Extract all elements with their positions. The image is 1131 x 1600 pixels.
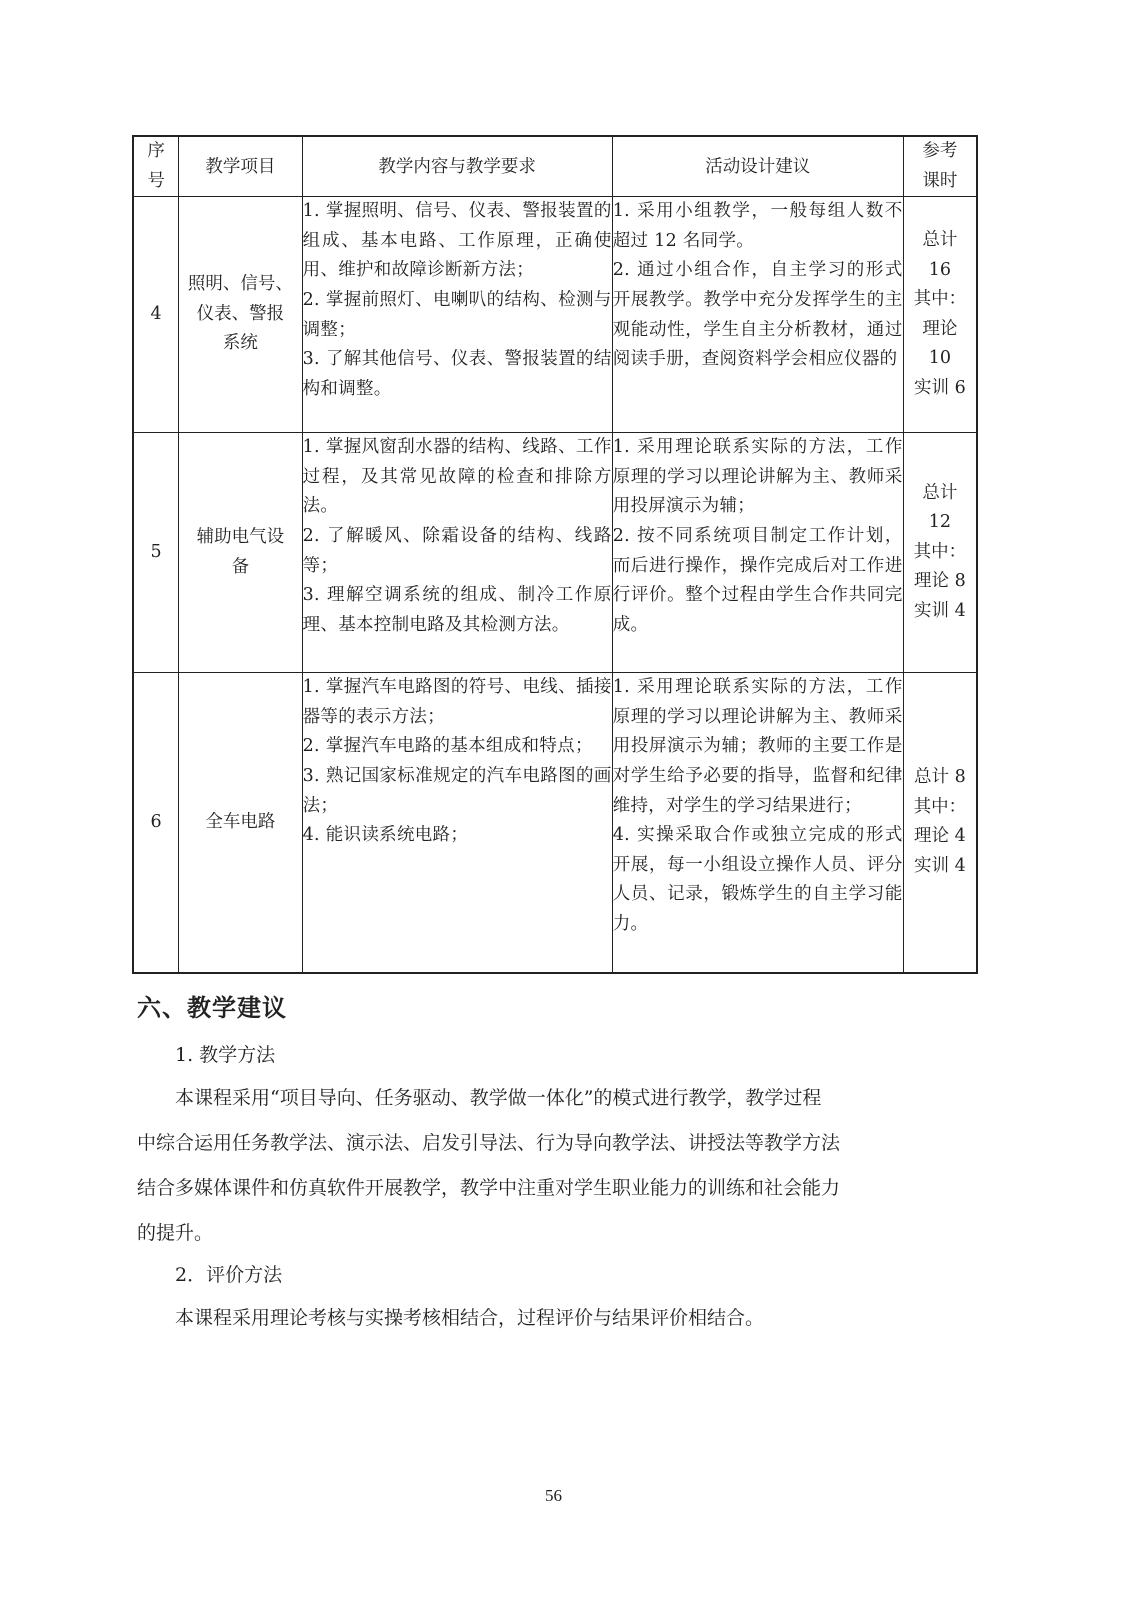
header-activity: 活动设计建议 bbox=[612, 136, 903, 197]
hours-line: 理论 8 bbox=[914, 571, 966, 592]
hours-line: 总计 bbox=[922, 229, 958, 250]
row-content bbox=[302, 673, 612, 973]
content-point: 3. 理解空调系统的组成、制冷工作原理、基本控制电路及其检测方法。 bbox=[302, 585, 612, 635]
item-line: 全车电路 bbox=[205, 811, 276, 832]
row-hours bbox=[903, 197, 977, 433]
paragraph-line: 本课程采用“项目导向、任务驱动、教学做一体化”的模式进行教学，教学过程 bbox=[175, 1087, 822, 1109]
header-hours-line2: 课时 bbox=[922, 170, 958, 191]
activity-point: 1. 采用小组教学，一般每组人数不超过 12 名同学。 bbox=[612, 201, 903, 251]
table-row bbox=[133, 673, 977, 973]
content-point: 3. 了解其他信号、仪表、警报装置的结构和调整。 bbox=[302, 349, 612, 399]
content-point: 2. 掌握前照灯、电喇叭的结构、检测与调整； bbox=[302, 289, 612, 340]
content-point: 1. 掌握汽车电路图的符号、电线、插接器等的表示方法； bbox=[302, 677, 612, 727]
teaching-method-paragraph bbox=[137, 1076, 972, 1256]
hours-line: 10 bbox=[928, 348, 951, 369]
hours-line: 12 bbox=[928, 512, 951, 533]
row-num: 4 bbox=[133, 197, 179, 433]
header-num bbox=[133, 136, 179, 197]
item-line: 仪表、警报 bbox=[196, 303, 285, 324]
paragraph-line: 的提升。 bbox=[137, 1222, 214, 1244]
page-number: 56 bbox=[545, 1486, 562, 1505]
hours-line: 理论 4 bbox=[914, 826, 966, 847]
item-line: 系统 bbox=[222, 333, 258, 354]
row-hours bbox=[903, 673, 977, 973]
hours-line: 其中： bbox=[913, 289, 967, 310]
paragraph-line: 结合多媒体课件和仿真软件开展教学，教学中注重对学生职业能力的训练和社会能力 bbox=[137, 1177, 841, 1199]
header-num-line1: 序 bbox=[147, 141, 165, 161]
course-table bbox=[132, 135, 978, 974]
subsection-teaching-method: 1. 教学方法 bbox=[175, 1044, 276, 1066]
content-point: 4. 能识读系统电路； bbox=[302, 825, 469, 846]
row-item bbox=[179, 197, 302, 433]
hours-line: 总计 bbox=[922, 482, 958, 503]
row-item bbox=[179, 673, 302, 973]
content-point: 1. 掌握风窗刮水器的结构、线路、工作过程，及其常见故障的检查和排除方法。 bbox=[302, 437, 612, 517]
activity-point: 1. 采用理论联系实际的方法，工作原理的学习以理论讲解为主、教师采用投屏演示为辅；教师的主要工作是对学生给予必要的指导，监督和纪律维持，对学生的学习结果进行； bbox=[612, 677, 903, 816]
hours-line: 16 bbox=[928, 259, 951, 280]
content-point: 1. 掌握照明、信号、仪表、警报装置的组成、基本电路、工作原理，正确使用、维护和故障诊断新方法； bbox=[302, 201, 612, 281]
hours-line: 总计 8 bbox=[914, 767, 966, 788]
header-num-line2: 号 bbox=[147, 170, 165, 191]
row-activity bbox=[612, 673, 903, 973]
activity-point: 2. 按不同系统项目制定工作计划，而后进行操作，操作完成后对工作进行评价。整个过程由学生合作共同完成。 bbox=[612, 525, 903, 635]
row-num: 5 bbox=[133, 433, 179, 673]
row-hours bbox=[903, 433, 977, 673]
hours-line: 实训 4 bbox=[914, 856, 966, 877]
activity-point: 2. 通过小组合作，自主学习的形式开展教学。教学中充分发挥学生的主观能动性，学生自主分析教材，通过阅读手册，查阅资料学会相应仪器的 bbox=[612, 260, 903, 370]
hours-line: 实训 6 bbox=[914, 377, 966, 398]
row-num: 6 bbox=[133, 673, 179, 973]
subsection-evaluation-method: 2．评价方法 bbox=[175, 1264, 283, 1286]
row-activity bbox=[612, 433, 903, 673]
row-content bbox=[302, 197, 612, 433]
row-activity bbox=[612, 197, 903, 433]
row-content bbox=[302, 433, 612, 673]
content-point: 2. 了解暖风、除霜设备的结构、线路等； bbox=[302, 525, 612, 576]
table-row bbox=[133, 197, 977, 433]
header-content: 教学内容与教学要求 bbox=[302, 136, 612, 197]
item-line: 辅助电气设 bbox=[196, 527, 285, 548]
row-item bbox=[179, 433, 302, 673]
section-title: 六、教学建议 bbox=[137, 994, 287, 1022]
header-hours-line1: 参考 bbox=[922, 141, 958, 161]
item-line: 照明、信号、 bbox=[187, 274, 293, 295]
content-point: 3. 熟记国家标准规定的汽车电路图的画法； bbox=[302, 765, 612, 816]
evaluation-method-paragraph bbox=[137, 1296, 972, 1341]
hours-line: 其中： bbox=[913, 541, 967, 562]
paragraph-line: 中综合运用任务教学法、演示法、启发引导法、行为导向教学法、讲授法等教学方法 bbox=[137, 1132, 841, 1154]
table-row bbox=[133, 433, 977, 673]
content-point: 2. 掌握汽车电路的基本组成和特点； bbox=[302, 736, 593, 757]
item-line: 备 bbox=[231, 556, 250, 577]
activity-point: 1. 采用理论联系实际的方法，工作原理的学习以理论讲解为主、教师采用投屏演示为辅； bbox=[612, 437, 903, 517]
activity-point: 4. 实操采取合作或独立完成的形式开展，每一小组设立操作人员、评分人员、记录，锻炼学生的自主学习能力。 bbox=[612, 825, 903, 934]
table-header-row bbox=[133, 136, 977, 197]
hours-line: 其中： bbox=[913, 796, 967, 817]
hours-line: 理论 bbox=[922, 318, 958, 339]
header-item: 教学项目 bbox=[179, 136, 302, 197]
hours-line: 实训 4 bbox=[914, 601, 966, 622]
paragraph-line: 本课程采用理论考核与实操考核相结合，过程评价与结果评价相结合。 bbox=[175, 1307, 765, 1329]
header-hours bbox=[903, 136, 977, 197]
